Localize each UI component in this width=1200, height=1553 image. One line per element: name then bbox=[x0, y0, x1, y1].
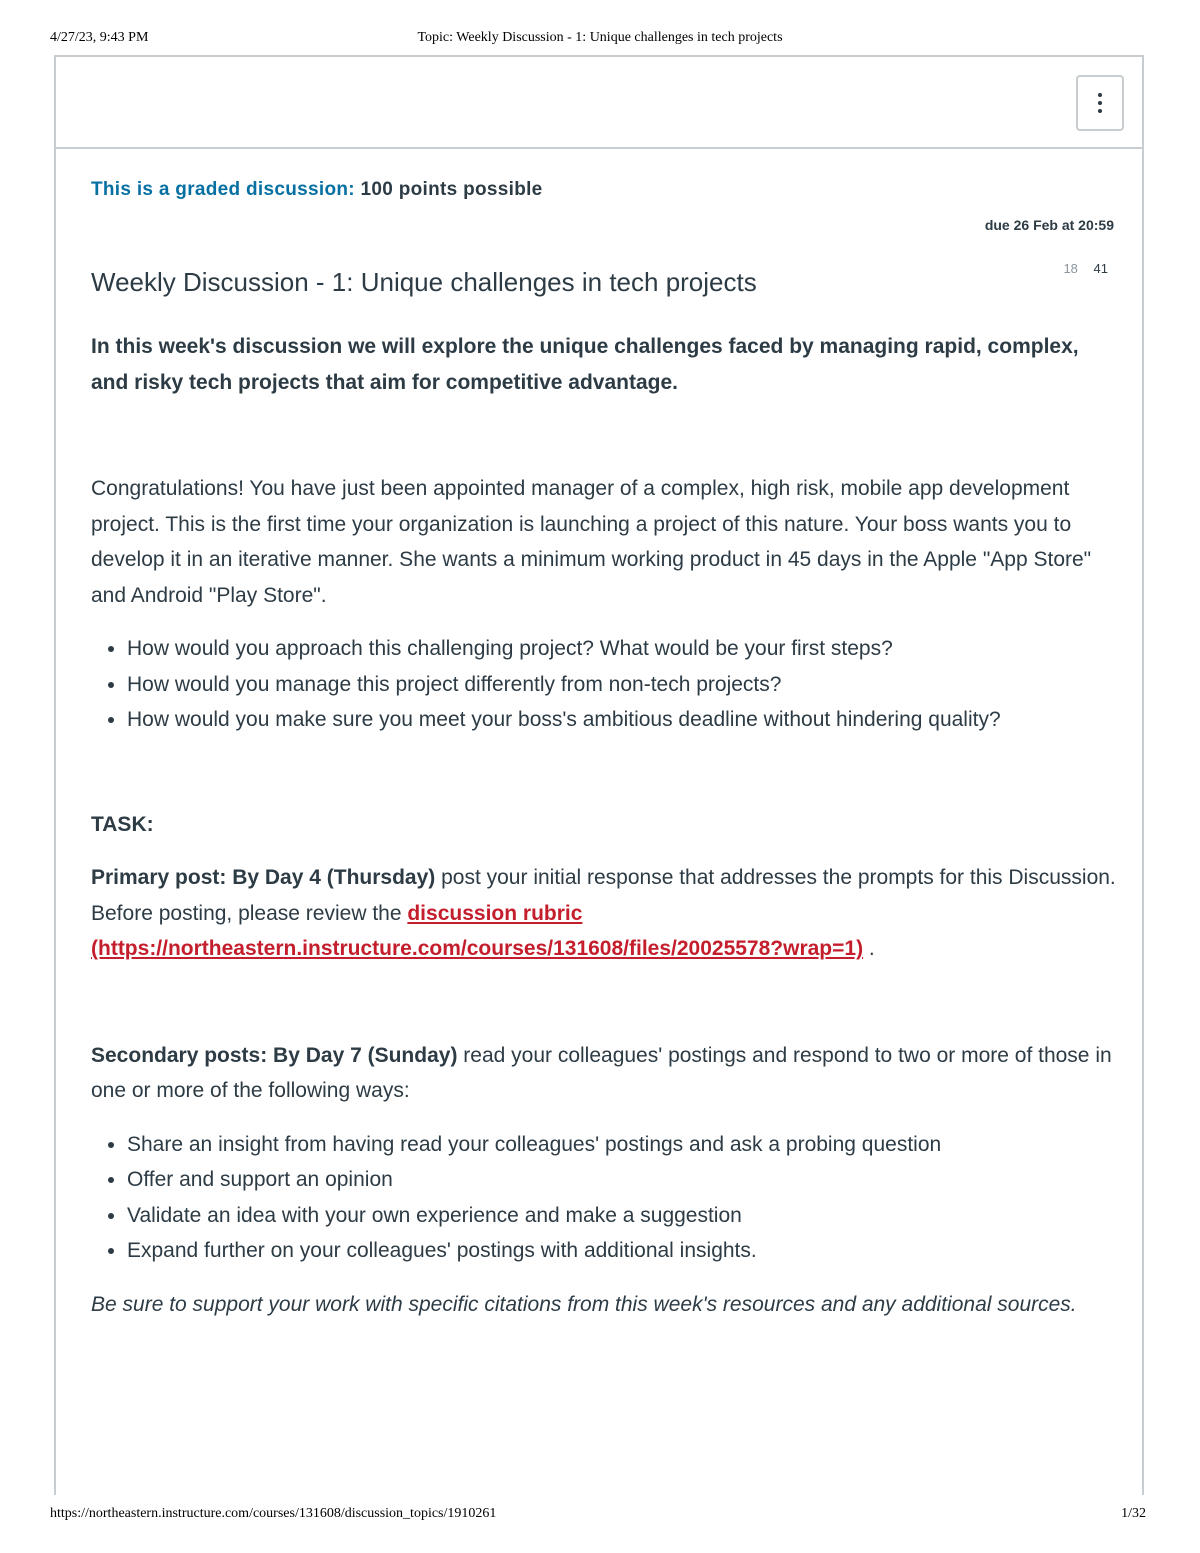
list-item: • How would you approach this challenging project? What would be your first steps? bbox=[127, 631, 1121, 667]
closing-note: Be sure to support your work with specific citations from this week's resources and any additional sources. bbox=[91, 1292, 1077, 1316]
discussion-frame bbox=[54, 55, 1144, 1495]
secondary-post-paragraph bbox=[91, 1038, 1121, 1109]
total-count: 41 bbox=[1093, 261, 1108, 276]
rubric-link[interactable]: discussion rubric bbox=[407, 901, 583, 925]
reply-counts bbox=[1063, 261, 1108, 276]
graded-info bbox=[91, 179, 543, 201]
primary-post-paragraph: Primary post: By Day 4 (Thursday) post your initial response that addresses the prompts for this Discussion. Before posting, please review the discussion rubric (https://northeastern.instructure.com/courses/131608/files/20025578?wrap=1) . bbox=[91, 866, 1116, 960]
primary-post-text: post your initial response that addresses the prompts for this Discussion. Before posting, please review the bbox=[91, 866, 1116, 925]
list-item: • Expand further on your colleagues' postings with additional insights. bbox=[127, 1233, 1121, 1269]
print-datetime: 4/27/23, 9:43 PM bbox=[50, 30, 149, 45]
response-ways-list bbox=[91, 1127, 1121, 1269]
page-number: 1/32 bbox=[1121, 1506, 1146, 1521]
rubric-url-link[interactable]: (https://northeastern.instructure.com/courses/131608/files/20025578?wrap=1) bbox=[91, 937, 864, 960]
print-url: https://northeastern.instructure.com/courses/131608/discussion_topics/1910261 bbox=[50, 1506, 497, 1521]
print-page-title: Topic: Weekly Discussion - 1: Unique challenges in tech projects bbox=[417, 30, 783, 45]
print-header bbox=[0, 30, 1200, 50]
print-footer bbox=[0, 1506, 1200, 1526]
list-item: • Share an insight from having read your colleagues' postings and ask a probing question bbox=[127, 1127, 1121, 1163]
discussion-toolbar bbox=[56, 57, 1142, 149]
list-item: • Offer and support an opinion bbox=[127, 1162, 1121, 1198]
list-item: • Validate an idea with your own experience and make a suggestion bbox=[127, 1198, 1121, 1234]
secondary-post-label: Secondary posts: By Day 7 (Sunday) bbox=[91, 1043, 458, 1067]
graded-label: This is a graded discussion: bbox=[91, 179, 355, 200]
list-item: • How would you manage this project differently from non-tech projects? bbox=[127, 667, 1121, 703]
primary-post-label: Primary post: By Day 4 (Thursday) bbox=[91, 866, 436, 889]
list-item: • How would you make sure you meet your boss's ambitious deadline without hindering quality? bbox=[127, 702, 1121, 738]
discussion-body bbox=[91, 329, 1121, 1322]
kebab-vertical-icon bbox=[1098, 93, 1102, 97]
due-date: due 26 Feb at 20:59 bbox=[984, 217, 1114, 233]
task-heading: TASK: bbox=[91, 812, 154, 836]
page-title: Weekly Discussion - 1: Unique challenges in tech projects bbox=[91, 267, 757, 297]
unread-count: 18 bbox=[1063, 261, 1078, 276]
secondary-post-text: read your colleagues' postings and respond to two or more of those in one or more of the following ways: bbox=[91, 1043, 1112, 1102]
options-menu-button[interactable] bbox=[1076, 75, 1124, 131]
scenario-paragraph: Congratulations! You have just been appointed manager of a complex, high risk, mobile app development project. This is the first time your organization is launching a project of this nature. Your boss wants you to develop it in an iterative manner. She wants a minimum working product in 45 days in the Apple "App Store" and Android "Play Store". bbox=[91, 477, 1092, 607]
points-possible: 100 points possible bbox=[360, 179, 543, 200]
questions-list bbox=[91, 631, 1121, 738]
intro-paragraph: In this week's discussion we will explore the unique challenges faced by managing rapid, complex, and risky tech projects that aim for competitive advantage. bbox=[91, 335, 1079, 394]
